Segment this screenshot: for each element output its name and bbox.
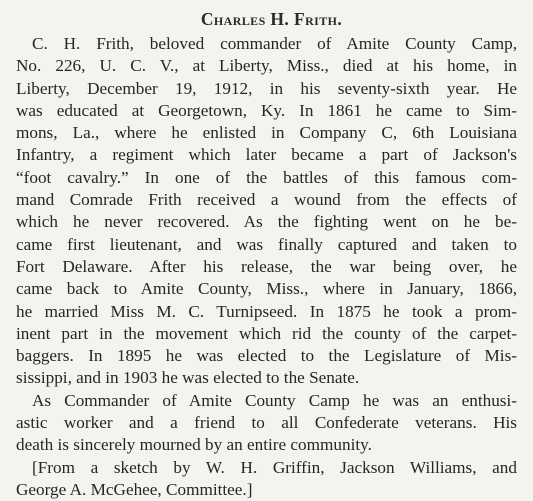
text-line: which he never recovered. As the fighting went on he be- <box>16 212 517 232</box>
text-line: Liberty, December 19, 1912, in his seventy-sixth year. He <box>16 78 517 98</box>
text-line: Fort Delaware. After his release, the war being over, he <box>16 256 517 276</box>
text-line: [From a sketch by W. H. Griffin, Jackson Williams, and <box>32 457 517 477</box>
paragraph-commander <box>16 390 517 457</box>
text-line: baggers. In 1895 he was elected to the Legislature of Mis- <box>16 346 517 366</box>
obituary-body <box>16 33 517 501</box>
text-line: inent part in the movement which rid the county of the carpet- <box>16 323 517 343</box>
text-line: was educated at Georgetown, Ky. In 1861 he came to Sim- <box>16 100 517 120</box>
paragraph-biography <box>16 33 517 390</box>
text-line: came back to Amite County, Miss., where in January, 1866, <box>16 279 517 299</box>
text-line: Infantry, a regiment which later became a part of Jackson's <box>16 145 517 165</box>
paragraph-source-note <box>16 457 517 501</box>
text-line: mand Comrade Frith received a wound from the effects of <box>16 190 517 210</box>
text-line: astic worker and a friend to all Confederate veterans. His <box>16 413 517 433</box>
text-line: C. H. Frith, beloved commander of Amite County Camp, <box>32 34 517 53</box>
document-page <box>16 8 517 499</box>
text-line: came first lieutenant, and was finally captured and taken to <box>16 234 517 254</box>
text-line: No. 226, U. C. V., at Liberty, Miss., died at his home, in <box>16 56 517 76</box>
obituary-title: Charles H. Frith. <box>200 9 343 29</box>
text-line: As Commander of Amite County Camp he was an enthusi- <box>32 390 517 410</box>
text-line: George A. McGehee, Committee.] <box>16 479 253 499</box>
text-line: death is sincerely mourned by an entire community. <box>16 435 372 455</box>
text-line: he married Miss M. C. Turnipseed. In 1875 he took a prom- <box>16 301 517 321</box>
text-line: sissippi, and in 1903 he was elected to the Senate. <box>16 368 360 388</box>
text-line: “foot cavalry.” In one of the battles of this famous com- <box>16 167 517 187</box>
text-line: mons, La., where he enlisted in Company C, 6th Louisiana <box>16 123 517 143</box>
